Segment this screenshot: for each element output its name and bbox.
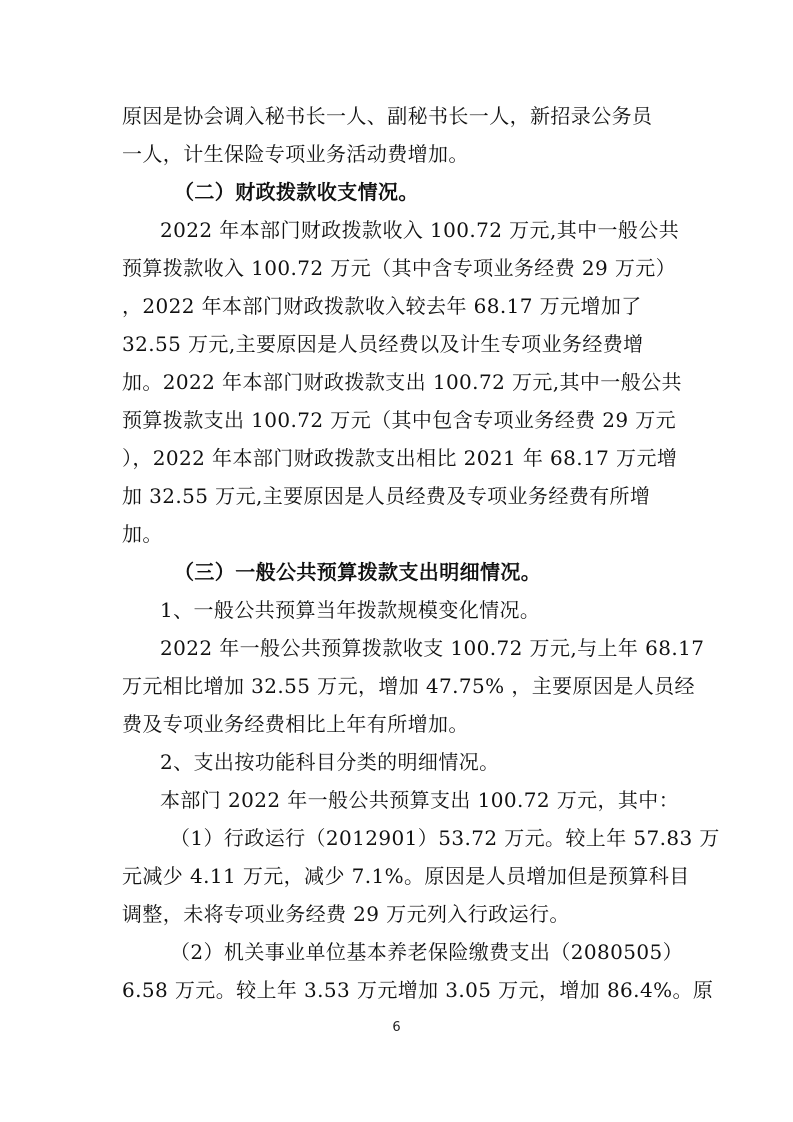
page-number: 6 <box>392 1020 401 1035</box>
section-heading-3: （三）一般公共预算拨款支出明细情况。 <box>174 560 542 584</box>
paragraph-line: 本部门 2022 年一般公共预算支出 100.72 万元，其中： <box>160 788 680 812</box>
paragraph-line: 原因是协会调入秘书长一人、副秘书长一人，新招录公务员 <box>122 104 653 128</box>
paragraph-line: ），2022 年本部门财政拨款支出相比 2021 年 68.17 万元增 <box>122 446 678 470</box>
paragraph-line: 2022 年一般公共预算拨款收支 100.72 万元,与上年 68.17 <box>160 636 705 660</box>
paragraph-line: 预算拨款收入 100.72 万元（其中含专项业务经费 29 万元） <box>122 256 677 280</box>
paragraph-line: （2）机关事业单位基本养老保险缴费支出（2080505） <box>170 940 683 964</box>
paragraph-line: 6.58 万元。较上年 3.53 万元增加 3.05 万元，增加 86.4%。原 <box>122 978 714 1002</box>
paragraph-line: 加。 <box>122 522 163 546</box>
paragraph-line: 费及专项业务经费相比上年有所增加。 <box>122 712 469 736</box>
paragraph-line: 万元相比增加 32.55 万元，增加 47.75% ，主要原因是人员经 <box>122 674 695 698</box>
paragraph-line: 一人，计生保险专项业务活动费增加。 <box>122 142 469 166</box>
subheading-1: 1、一般公共预算当年拨款规模变化情况。 <box>160 598 541 622</box>
paragraph-line: 调整，未将专项业务经费 29 万元列入行政运行。 <box>122 902 570 926</box>
paragraph-line: 2022 年本部门财政拨款收入 100.72 万元,其中一般公共 <box>160 218 680 242</box>
paragraph-line: 加。2022 年本部门财政拨款支出 100.72 万元,其中一般公共 <box>122 370 682 394</box>
section-heading-2: （二）财政拨款收支情况。 <box>174 180 419 204</box>
paragraph-line: 加 32.55 万元,主要原因是人员经费及专项业务经费有所增 <box>122 484 651 508</box>
paragraph-line: 预算拨款支出 100.72 万元（其中包含专项业务经费 29 万元 <box>122 408 677 432</box>
paragraph-line: 元减少 4.11 万元，减少 7.1%。原因是人员增加但是预算科目 <box>122 864 690 888</box>
subheading-2: 2、支出按功能科目分类的明细情况。 <box>160 750 500 774</box>
paragraph-line: ，2022 年本部门财政拨款收入较去年 68.17 万元增加了 <box>122 294 642 318</box>
paragraph-line: （1）行政运行（2012901）53.72 万元。较上年 57.83 万 <box>170 826 720 850</box>
paragraph-line: 32.55 万元,主要原因是人员经费以及计生专项业务经费增 <box>122 332 644 356</box>
